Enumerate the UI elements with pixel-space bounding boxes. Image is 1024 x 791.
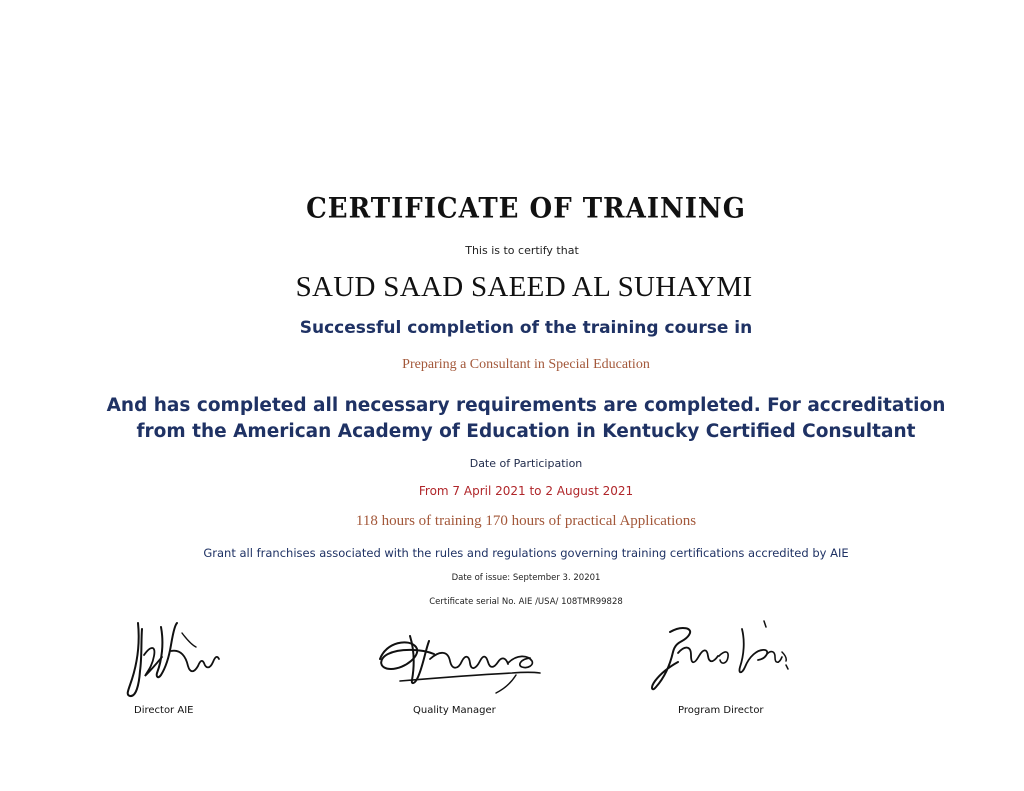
certificate-title: CERTIFICATE OF TRAINING (306, 192, 746, 226)
director-signature (118, 615, 230, 703)
course-name: Preparing a Consultant in Special Education (402, 357, 650, 372)
program-director-signature (642, 617, 792, 701)
requirements-line-1: And has completed all necessary requirements are completed. For accreditation (106, 395, 946, 416)
quality-manager-title: Quality Manager (413, 705, 496, 716)
completion-statement: Successful completion of the training course in (299, 318, 753, 338)
certify-text: This is to certify that (465, 244, 579, 257)
training-hours: 118 hours of training 170 hours of practical Applications (355, 513, 697, 529)
requirements-statement (14, 393, 1024, 445)
recipient-name: SAUD SAAD SAEED AL SUHAYMI (295, 271, 753, 303)
certificate-serial: Certificate serial No. AIE /USA/ 108TMR99828 (429, 597, 623, 607)
issue-date: Date of issue: September 3. 20201 (451, 573, 601, 583)
grant-statement: Grant all franchises associated with the rules and regulations governing training certifications accredited by AIE (203, 546, 849, 560)
program-director-title: Program Director (678, 705, 764, 716)
director-title: Director AIE (134, 705, 194, 716)
quality-manager-signature (372, 628, 544, 698)
requirements-line-2: from the American Academy of Education in Kentucky Certified Consultant (136, 421, 916, 442)
participation-dates: From 7 April 2021 to 2 August 2021 (418, 484, 634, 498)
participation-label: Date of Participation (469, 457, 583, 470)
